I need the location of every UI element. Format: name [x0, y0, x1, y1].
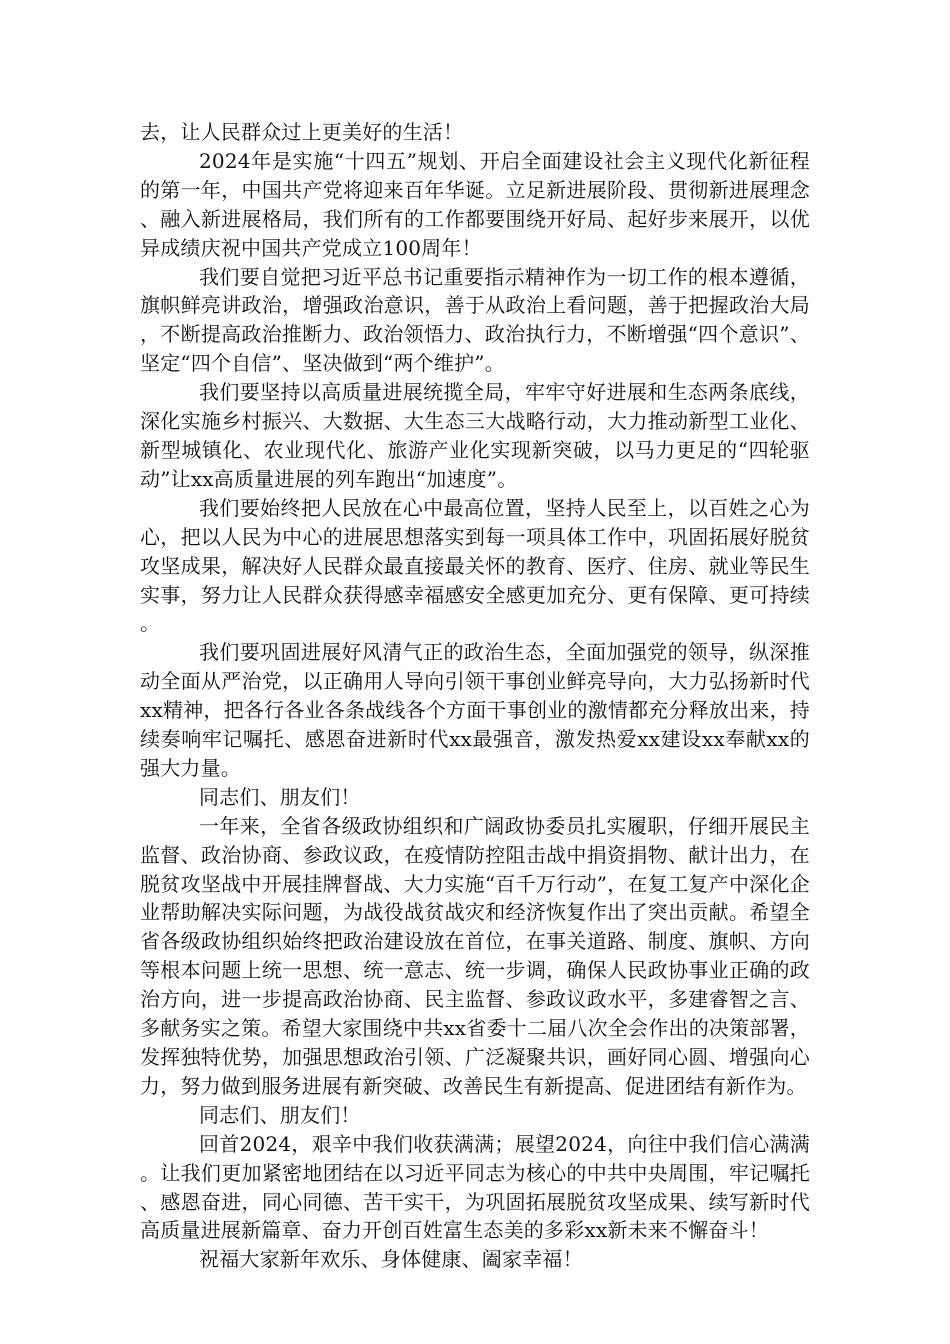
- paragraph-3: 我们要自觉把习近平总书记重要指示精神作为一切工作的根本遵循，旗帜鲜亮讲政治，增强政治意识，善于从政治上看问题，善于把握政治大局，不断提高政治推断力、政治领悟力、政治执行力，不断增强“四个意识”、坚定“四个自信”、坚决做到“两个维护”。: [140, 264, 810, 376]
- salutation-1: 同志们、朋友们！: [199, 784, 361, 809]
- paragraph-7: 一年来，全省各级政协组织和广阔政协委员扎实履职，仔细开展民主监督、政治协商、参政议政，在疫情防控阻击战中捐资捐物、献计出力，在脱贫攻坚战中开展挂牌督战、大力实施“百千万行动”，在复工复产中深化企业帮助解决实际问题，为战役战贫战灾和经济恢复作出了突出贡献。希望全省各级政协组织始终把政治建设放在首位，在事关道路、制度、旗帜、方向等根本问题上统一思想、统一意志、统一步调，确保人民政协事业正确的政治方向，进一步提高政治协商、民主监督、参政议政水平，多建睿智之言、多献务实之策。希望大家围绕中共xx省委十二届八次全会作出的决策部署，发挥独特优势，加强思想政治引领、广泛凝聚共识，画好同心圆、增强向心力，努力做到服务进展有新突破、改善民生有新提高、促进团结有新作为。: [140, 813, 810, 1098]
- closing-wish: 祝福大家新年欢乐、身体健康、阖家幸福！: [199, 1247, 583, 1272]
- paragraph-6: 我们要巩固进展好风清气正的政治生态，全面加强党的领导，纵深推动全面从严治党，以正确用人导向引领干事创业鲜亮导向，大力弘扬新时代xx精神，把各行各业各条战线各个方面干事创业的激情都充分释放出来，持续奏响牢记嘱托、感恩奋进新时代xx最强音，激发热爱xx建设xx奉献xx的强大力量。: [140, 640, 810, 780]
- document-body: [140, 118, 810, 1274]
- salutation-2: 同志们、朋友们！: [199, 1102, 361, 1127]
- paragraph-5: 我们要始终把人民放在心中最高位置，坚持人民至上，以百姓之心为心，把以人民为中心的进展思想落实到每一项具体工作中，巩固拓展好脱贫攻坚成果，解决好人民群众最直接最关怀的教育、医疗、住房、就业等民生实事，努力让人民群众获得感幸福感安全感更加充分、更有保障、更可持续。: [140, 495, 810, 636]
- paragraph-2: 2024年是实施“十四五”规划、开启全面建设社会主义现代化新征程的第一年，中国共产党将迎来百年华诞。立足新进展阶段、贯彻新进展理念、融入新进展格局，我们所有的工作都要围绕开好局、起好步来展开，以优异成绩庆祝中国共产党成立100周年！: [140, 148, 810, 260]
- paragraph-1: 去，让人民群众过上更美好的生活！: [140, 120, 464, 144]
- paragraph-4: 我们要坚持以高质量进展统揽全局，牢牢守好进展和生态两条底线，深化实施乡村振兴、大数据、大生态三大战略行动，大力推动新型工业化、新型城镇化、农业现代化、旅游产业化实现新突破，以马力更足的“四轮驱动”让xx高质量进展的列车跑出“加速度”。: [140, 380, 810, 491]
- paragraph-8: 回首2024，艰辛中我们收获满满；展望2024，向往中我们信心满满。让我们更加紧密地团结在以习近平同志为核心的中共中央周围，牢记嘱托、感恩奋进，同心同德、苦干实干，为巩固拓展脱贫攻坚成果、续写新时代高质量进展新篇章、奋力开创百姓富生态美的多彩xx新未来不懈奋斗！: [140, 1131, 810, 1243]
